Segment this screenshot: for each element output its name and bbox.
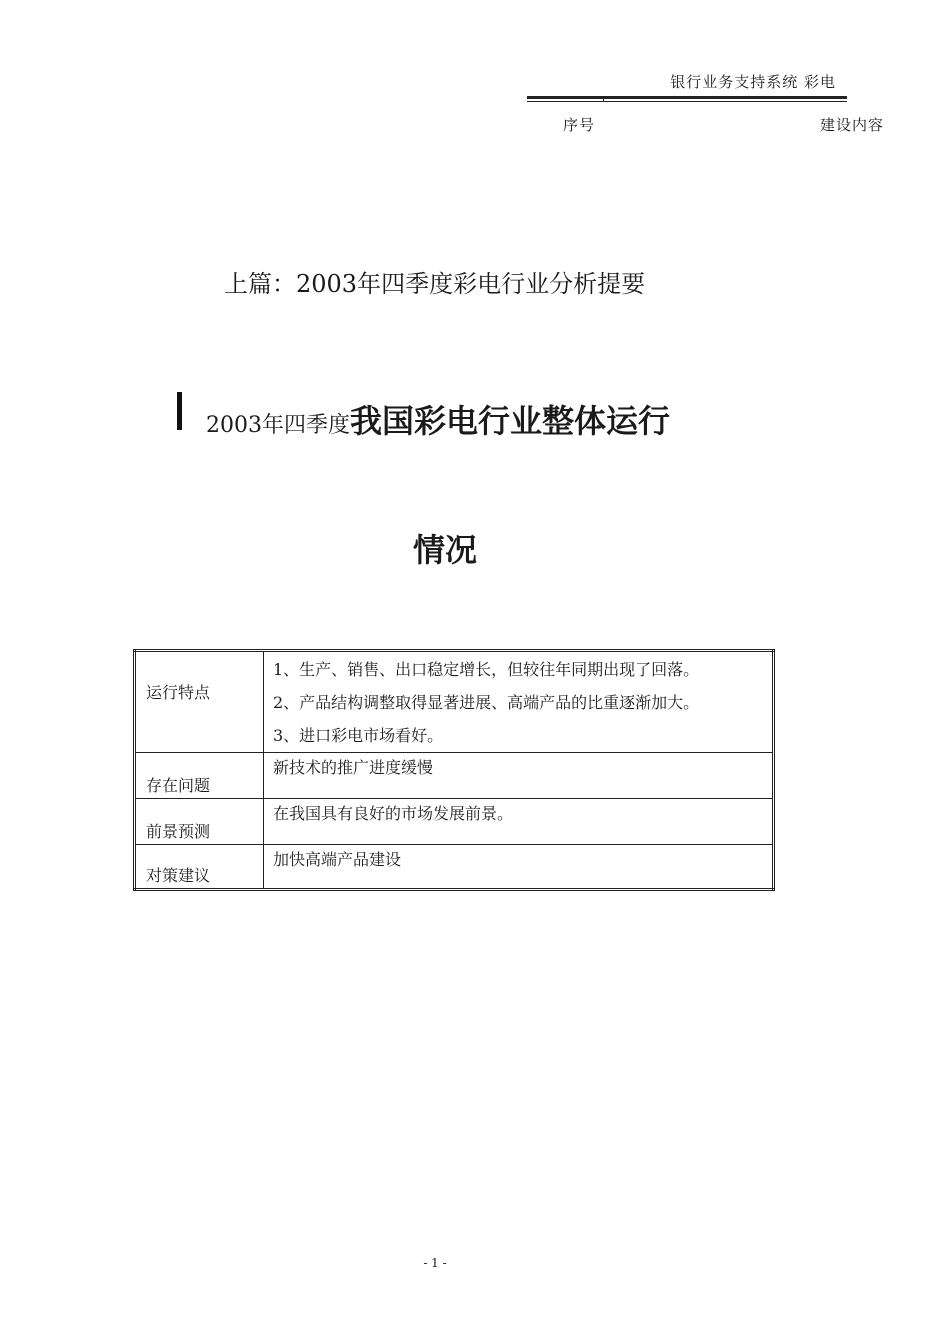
row-label-cell — [135, 845, 264, 890]
heading-prefix: 2003年四季度 — [206, 413, 350, 438]
row-value-line: 新技术的推广进度缓慢 — [273, 758, 434, 777]
heading-main: 我国彩电行业整体运行 — [350, 402, 671, 440]
row-value-line: 1、生产、销售、出口稳定增长，但较往年同期出现了回落。 — [273, 660, 700, 679]
row-value-cell — [264, 845, 774, 890]
row-label: 对策建议 — [146, 866, 211, 885]
heading-continuation: 情况 — [412, 531, 477, 569]
row-value-line: 加快高端产品建设 — [273, 850, 402, 869]
row-value-cell — [264, 651, 774, 753]
row-value-line: 2、产品结构调整取得显著进展、高端产品的比重逐渐加大。 — [273, 693, 700, 712]
summary-table — [133, 649, 775, 891]
header-rule-tick — [603, 96, 604, 102]
row-value-line: 在我国具有良好的市场发展前景。 — [273, 804, 514, 823]
row-value-cell — [264, 799, 774, 845]
header-rule — [527, 96, 847, 102]
section-subtitle: 上篇：2003年四季度彩电行业分析提要 — [224, 270, 646, 298]
heading-marker — [177, 392, 182, 430]
page-number: - 1 - — [423, 1256, 447, 1270]
row-label-cell — [135, 753, 264, 799]
table-row — [135, 845, 774, 890]
header-title: 银行业务支持系统 彩电 — [670, 73, 836, 91]
section-heading — [206, 396, 670, 442]
row-label-cell — [135, 651, 264, 753]
table-row — [135, 753, 774, 799]
row-label: 前景预测 — [146, 822, 211, 841]
row-value-line: 3、进口彩电市场看好。 — [273, 726, 444, 745]
table-row — [135, 651, 774, 753]
header-col-seq: 序号 — [563, 116, 596, 134]
row-label: 运行特点 — [146, 683, 211, 702]
row-value-cell — [264, 753, 774, 799]
header-col-content: 建设内容 — [820, 116, 885, 134]
table-row — [135, 799, 774, 845]
row-label-cell — [135, 799, 264, 845]
row-label: 存在问题 — [146, 776, 211, 795]
